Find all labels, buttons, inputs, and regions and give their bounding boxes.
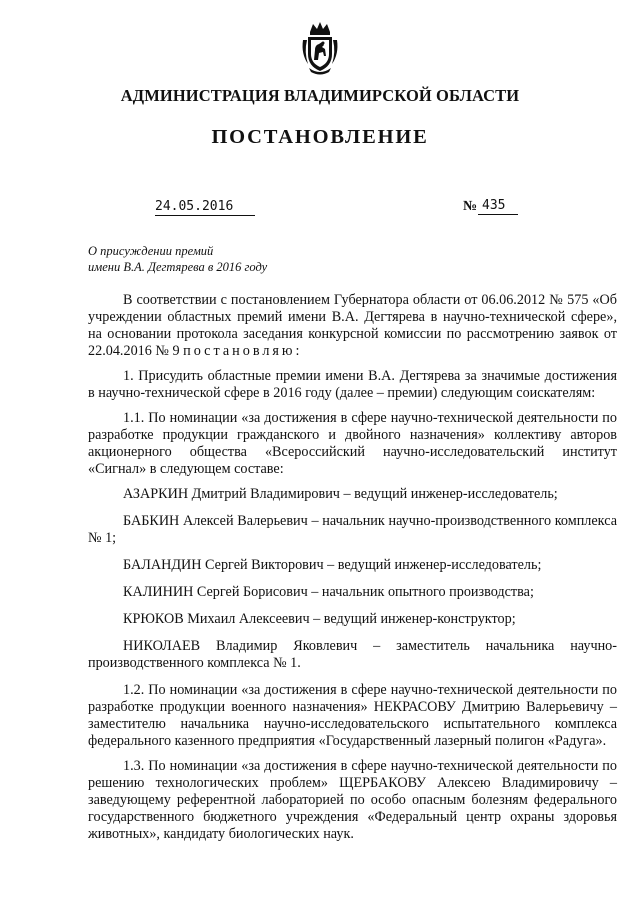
document-number: 435	[478, 198, 518, 215]
subject-line-2: имени В.А. Дегтярева в 2016 году	[88, 260, 268, 274]
document-date: 24.05.2016	[155, 199, 255, 216]
number-label: №	[463, 199, 478, 214]
clause-1-2: 1.2. По номинации «за достижения в сфере научно-технической деятельности по разработке продукции военного назначения» НЕКРАСОВУ Дмитрию Валерьевичу – заместителю начальника научно-исследовательского испытательного комплекса федерального казенного предприятия «Государственный лазерный полигон «Радуга».	[88, 682, 617, 749]
clause-1-3: 1.3. По номинации «за достижения в сфере научно-технической деятельности по решению технологических проблем» ЩЕРБАКОВУ Алексею Владимировичу – заведующему референтной лабораторией по особо опасным болезням федерального государственного бюджетного учреждения «Федеральный центр охраны здоровья животных», кандидату биологических наук.	[88, 758, 617, 842]
document-body	[88, 292, 617, 851]
intro-paragraph	[88, 292, 617, 360]
member-item: БАБКИН Алексей Валерьевич – начальник научно-производственного комплекса № 1;	[88, 513, 617, 546]
member-item: АЗАРКИН Дмитрий Владимирович – ведущий инженер-исследователь;	[123, 486, 558, 502]
document-subject	[88, 243, 267, 275]
subject-line-1: О присуждении премий	[88, 244, 214, 258]
organization-name: АДМИНИСТРАЦИЯ ВЛАДИМИРСКОЙ ОБЛАСТИ	[120, 86, 520, 105]
clause-1: 1. Присудить областные премии имени В.А. Дегтярева за значимые достижения в научно-технической сфере в 2016 году (далее – премии) следующим соискателям:	[88, 368, 617, 401]
intro-text: В соответствии с постановлением Губернатора области от 06.06.2012 № 575 «Об учреждении областных премий имени В.А. Дегтярева в научно-технической сфере», на основании протокола заседания конкурсной комиссии по рассмотрению заявок от 22.04.2016 № 9	[88, 292, 617, 359]
member-item: БАЛАНДИН Сергей Викторович – ведущий инженер-исследователь;	[123, 557, 542, 573]
member-item: НИКОЛАЕВ Владимир Яковлевич – заместитель начальника научно-производственного комплекса № 1.	[88, 638, 617, 671]
clause-1-1: 1.1. По номинации «за достижения в сфере научно-технической деятельности по разработке продукции гражданского и двойного назначения» коллективу авторов акционерного общества «Всероссийский научно-исследовательский институт «Сигнал» в следующем составе:	[88, 410, 617, 477]
coat-of-arms-icon	[300, 20, 340, 76]
member-item: КАЛИНИН Сергей Борисович – начальник опытного производства;	[123, 584, 534, 600]
decree-word: постановляю:	[183, 343, 303, 359]
document-type: ПОСТАНОВЛЕНИЕ	[211, 126, 429, 148]
member-item: КРЮКОВ Михаил Алексеевич – ведущий инженер-конструктор;	[123, 611, 516, 627]
